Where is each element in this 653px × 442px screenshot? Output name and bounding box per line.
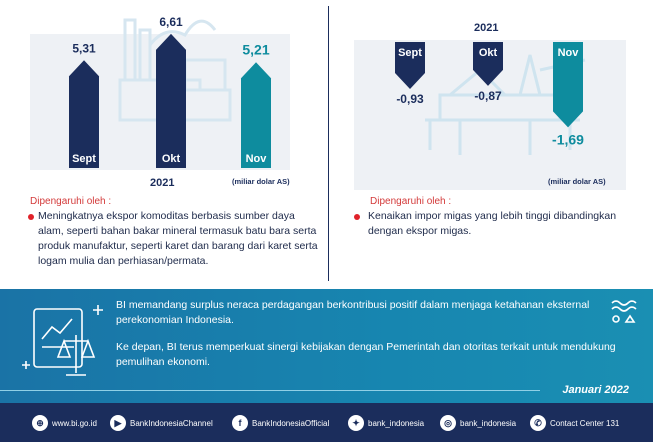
export-value-label: 6,61 [159, 14, 183, 29]
info-paragraph-1: BI memandang surplus neraca perdagangan berkontribusi positif dalam menjaga ketahanan eksternal perekonomian Indonesia. [116, 299, 590, 326]
export-bar-sept [69, 60, 99, 168]
youtube-icon: ▶ [110, 415, 126, 431]
import-value-label: -0,93 [396, 91, 424, 106]
date-label: Januari 2022 [562, 384, 629, 396]
export-panel [0, 0, 327, 288]
bullet-dot [28, 214, 34, 220]
export-influence-text: Meningkatnya ekspor komoditas berbasis sumber daya alam, seperti bahan bakar mineral termasuk batu bara serta produk manufaktur, seperti karet dan barang dari karet serta logam mulia dan perhiasan/permata. [38, 210, 318, 267]
export-value-label: 5,21 [242, 41, 270, 58]
date-rule [0, 390, 540, 391]
export-influence-title: Dipengaruhi oleh : [30, 196, 112, 207]
import-category-label: Sept [398, 47, 422, 59]
export-category-label: Nov [245, 153, 267, 165]
twitter-link[interactable]: ✦ bank_indonesia [348, 414, 424, 432]
youtube-link[interactable]: ▶ BankIndonesiaChannel [110, 414, 213, 432]
import-influence-text: Kenaikan impor migas yang lebih tinggi dibandingkan dengan ekspor migas. [368, 210, 617, 237]
export-year-label: 2021 [150, 177, 175, 189]
phone-icon: ✆ [530, 415, 546, 431]
website-link[interactable]: ⊕ www.bi.go.id [32, 414, 97, 432]
panel-divider [328, 6, 329, 281]
twitter-icon: ✦ [348, 415, 364, 431]
import-year-label: 2021 [474, 22, 499, 34]
export-bar-chart [0, 0, 327, 195]
instagram-link[interactable]: ◎ bank_indonesia [440, 414, 516, 432]
info-paragraph-2: Ke depan, BI terus memperkuat sinergi kebijakan dengan Pemerintah dan otoritas terkait untuk mendukung pemulihan ekonomi. [116, 341, 616, 368]
export-bar-okt [156, 34, 186, 168]
facebook-icon: f [232, 415, 248, 431]
import-category-label: Okt [478, 47, 498, 59]
import-chart [330, 0, 653, 195]
import-value-label: -0,87 [474, 88, 502, 103]
contact-center[interactable]: ✆ Contact Center 131 [530, 414, 619, 432]
export-category-label: Okt [161, 153, 181, 165]
bullet-dot [354, 214, 360, 220]
info-band [0, 289, 653, 403]
facebook-link[interactable]: f BankIndonesiaOfficial [232, 414, 329, 432]
export-category-label: Sept [72, 153, 96, 165]
import-influence-title: Dipengaruhi oleh : [370, 196, 452, 207]
export-value-label: 5,31 [72, 41, 96, 56]
instagram-icon: ◎ [440, 415, 456, 431]
footer [0, 403, 653, 442]
globe-icon: ⊕ [32, 415, 48, 431]
import-unit-label: (miliar dolar AS) [548, 177, 606, 186]
scale-document-icon [18, 295, 128, 385]
import-category-label: Nov [557, 47, 579, 59]
wave-decoration-icon [608, 297, 648, 327]
export-chart [0, 0, 327, 195]
import-value-label: -1,69 [552, 131, 584, 148]
export-unit-label: (miliar dolar AS) [232, 177, 290, 186]
import-panel [330, 0, 653, 288]
